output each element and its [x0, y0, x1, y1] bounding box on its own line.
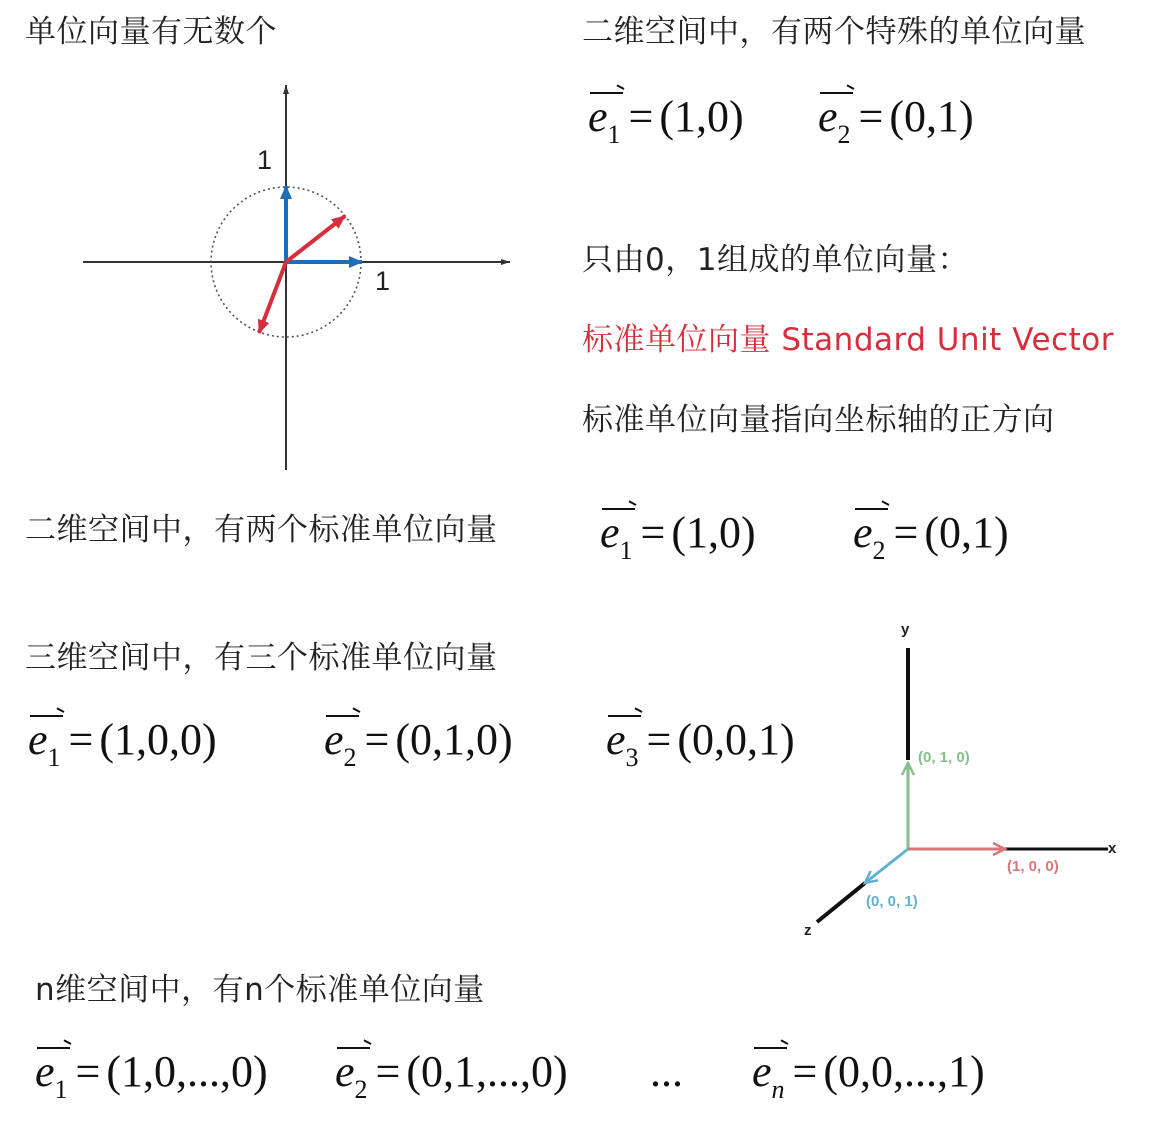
axis-label-x: x — [1108, 840, 1117, 857]
vector-symbol: $e_2$ — [853, 508, 886, 565]
label-e2-3d: (0, 1, 0) — [918, 749, 970, 766]
heading-nd-standard: n维空间中，有n个标准单位向量 — [35, 972, 485, 1008]
label-x-one: 1 — [375, 266, 391, 296]
heading-only-0-1: 只由0，1组成的单位向量： — [582, 242, 969, 278]
label-e1-3d: (1, 0, 0) — [1007, 858, 1059, 875]
axis-z-3d — [817, 883, 865, 922]
formula-nd-e1: $e_1 = (1,0,...,0)$ — [35, 1047, 268, 1104]
axis-label-z: z — [804, 922, 812, 939]
label-y-one: 1 — [257, 145, 273, 175]
heading-infinite-unit-vectors: 单位向量有无数个 — [25, 14, 277, 50]
formula-nd-e2: $e_2 = (0,1,...,0)$ — [335, 1047, 568, 1104]
unit-vector-z — [865, 849, 908, 883]
formula-3d-e3: $e_3 = (0,0,1)$ — [606, 715, 795, 772]
heading-special-2d: 二维空间中，有两个特殊的单位向量 — [582, 14, 1086, 50]
formula-top-e1: $e_1 = (1,0)$ — [588, 92, 744, 149]
vector-symbol: $e_1$ — [35, 1047, 68, 1104]
heading-standard-unit-vector: 标准单位向量 Standard Unit Vector — [582, 322, 1114, 358]
axis-label-y: y — [901, 621, 910, 638]
red-vector-lower — [259, 262, 286, 333]
vector-symbol: $e_1$ — [600, 508, 633, 565]
vector-symbol: $e_1$ — [28, 715, 61, 772]
formula-top-e2: $e_2 = (0,1)$ — [818, 92, 974, 149]
formula-3d-e2: $e_2 = (0,1,0)$ — [324, 715, 513, 772]
red-vector-upper — [286, 216, 345, 262]
heading-2d-standard: 二维空间中，有两个标准单位向量 — [25, 512, 498, 548]
formula-2d-e2: $e_2 = (0,1)$ — [853, 508, 1009, 565]
vector-symbol: $e_3$ — [606, 715, 639, 772]
axes-3d-diagram — [780, 610, 1152, 950]
heading-direction: 标准单位向量指向坐标轴的正方向 — [582, 402, 1055, 438]
formula-2d-e1: $e_1 = (1,0)$ — [600, 508, 756, 565]
unit-circle-diagram — [0, 0, 560, 490]
vector-symbol: $e_n$ — [752, 1047, 785, 1104]
formula-nd-en: $e_n = (0,0,...,1)$ — [752, 1047, 985, 1104]
vector-symbol: $e_2$ — [818, 92, 851, 149]
vector-symbol: $e_2$ — [324, 715, 357, 772]
formula-3d-e1: $e_1 = (1,0,0)$ — [28, 715, 217, 772]
formula-nd-ellipsis: ... — [650, 1047, 683, 1096]
heading-3d-standard: 三维空间中，有三个标准单位向量 — [25, 640, 498, 676]
vector-symbol: $e_2$ — [335, 1047, 368, 1104]
vector-symbol: $e_1$ — [588, 92, 621, 149]
label-e3-3d: (0, 0, 1) — [866, 893, 918, 910]
